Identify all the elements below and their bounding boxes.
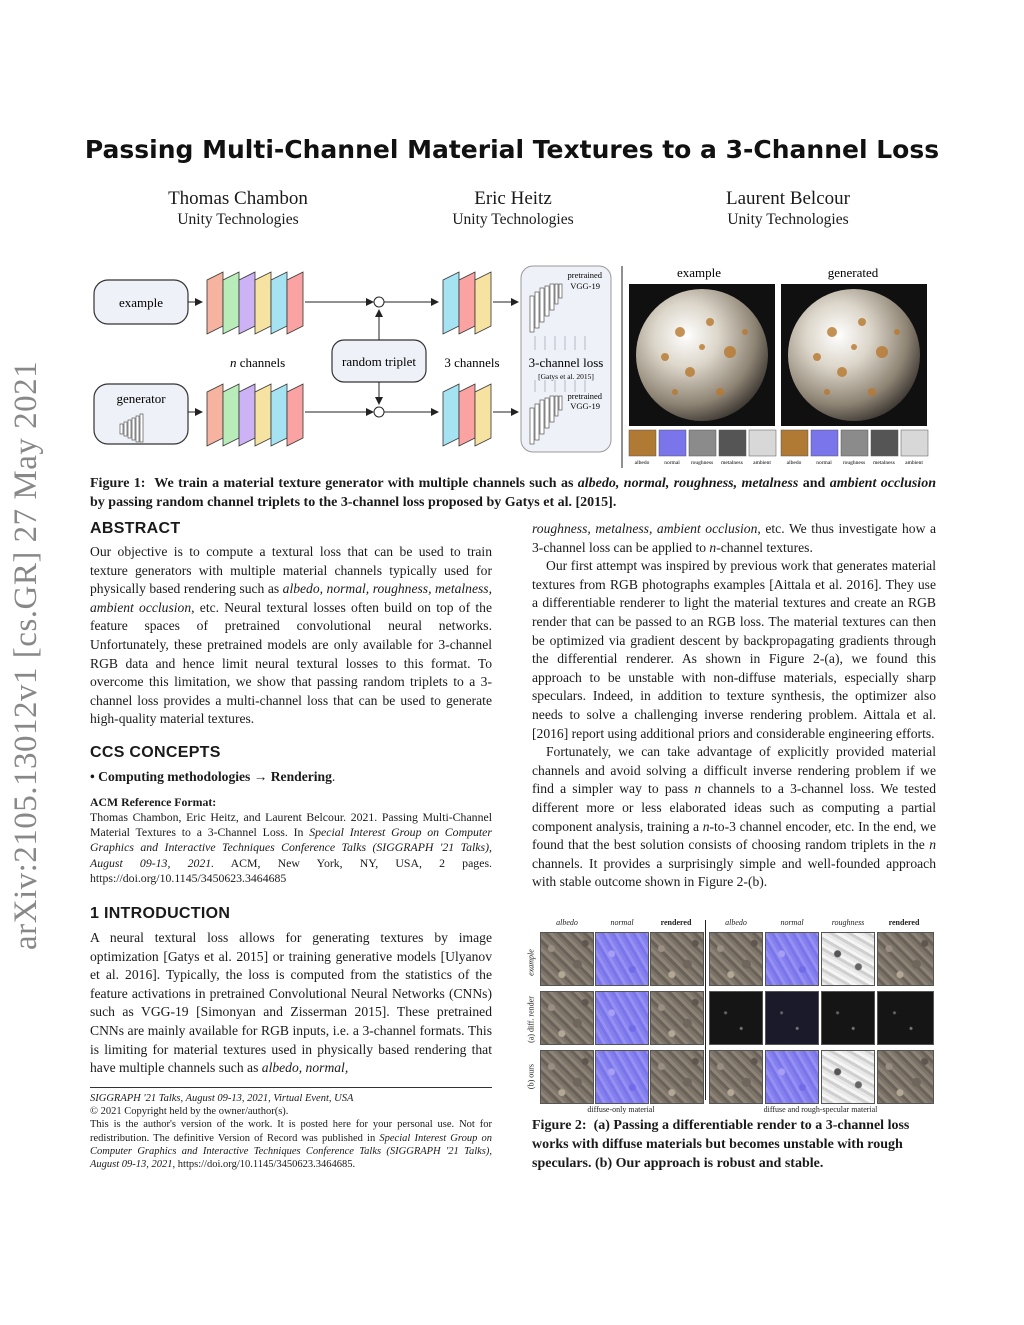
- generated-render-label: generated: [827, 265, 879, 280]
- map-labels: [635, 460, 924, 466]
- example-maps: [629, 430, 776, 456]
- texture-tile: [877, 991, 934, 1045]
- texture-tile: [650, 991, 704, 1045]
- author-3: [658, 188, 918, 230]
- row-label: example: [526, 949, 536, 976]
- ccs-item: • Computing methodologies → Rendering.: [90, 769, 336, 784]
- author-1: [108, 188, 368, 230]
- texture-tile: [595, 991, 649, 1045]
- author-affiliation: Unity Technologies: [452, 211, 574, 228]
- texture-tile: [821, 932, 875, 986]
- intro-heading: 1 INTRODUCTION: [90, 905, 231, 922]
- texture-tile: [595, 1050, 649, 1104]
- vgg-top-label: VGG-19: [570, 281, 600, 291]
- n-channel-stack-top: [207, 272, 303, 334]
- texture-tile: [540, 932, 594, 986]
- three-channel-stack-top: [443, 272, 491, 334]
- acm-reference: Thomas Chambon, Eric Heitz, and Laurent Belcour. 2021. Passing Multi-Channel Material Textures to a 3-Channel Loss. In Special Interest Group on Computer Graphics and Interactive Techniques Conference Talks (SIGGRAPH '21 Talks), August 09-13, 2021. ACM, New York, NY, USA, 2 pages. https://doi.org/10.1145/3450623.3464685: [90, 810, 492, 885]
- svg-text:roughness: roughness: [842, 460, 866, 466]
- generator-box-label: generator: [116, 391, 166, 406]
- texture-tile: [650, 932, 704, 986]
- author-name: Eric Heitz: [474, 188, 552, 209]
- texture-tile: [821, 991, 875, 1045]
- n-channels-label: n channels: [230, 355, 286, 370]
- col-header: albedo: [556, 918, 578, 927]
- random-triplet-label: random triplet: [341, 354, 417, 369]
- example-render-label: example: [676, 265, 722, 280]
- texture-tile: [540, 991, 594, 1045]
- author-name: Laurent Belcour: [726, 188, 850, 209]
- author-affiliation: Unity Technologies: [727, 211, 849, 228]
- figure-2-caption: Figure 2: (a) Passing a differentiable render to a 3-channel loss works with diffuse materials but becomes unstable with rough speculars. (b) Our approach is robust and stable.: [532, 1118, 910, 1171]
- footnote: SIGGRAPH '21 Talks, August 09-13, 2021, Virtual Event, USA © 2021 Copyright held by the owner/author(s). This is the author's version of the work. It is posted here for your personal use. Not for redistribution. The definitive Version of Record was published in Special Interest Group on Computer Graphics and Interactive Techniques Conference Talks (SIGGRAPH '21 Talks), August 09-13, 2021, https://doi.org/10.1145/3450623.3464685.: [90, 1093, 492, 1171]
- svg-text:metalness: metalness: [721, 460, 743, 466]
- paper-title: Passing Multi-Channel Material Textures to a 3-Channel Loss: [84, 135, 940, 164]
- figure-1-caption: Figure 1: We train a material texture generator with multiple channels such as albedo, normal, roughness, metalness and ambient occlusion by passing random channel triplets to the 3-channel loss proposed by Gatys et al. [2015].: [90, 476, 936, 510]
- texture-tile: [709, 932, 763, 986]
- abstract-heading: ABSTRACT: [90, 520, 181, 537]
- texture-tile: [877, 1050, 934, 1104]
- svg-text:roughness: roughness: [690, 460, 714, 466]
- junction-bottom: [374, 407, 384, 417]
- svg-text:ambient: ambient: [905, 460, 923, 466]
- abstract-text: Our objective is to compute a textural loss that can be used to train texture generators with multiple material channels typically used for physically based rendering such as albedo, normal, roughness, metalness, ambient occlusion, etc. Neural textural losses often build on top of the feature spaces of pretrained convolutional neural networks. Unfortunately, these pretrained models are only available for 3-channel RGB data and hence limit neural textural losses to this format. To overcome this limitation, we show that passing random triplets to a 3-channel loss provides a multi-channel loss that can be used to generate high-quality material textures.: [90, 544, 492, 727]
- svg-text:albedo: albedo: [786, 460, 802, 466]
- pretrained-bottom-label: pretrained: [567, 391, 602, 401]
- svg-text:normal: normal: [816, 460, 832, 466]
- texture-tile: [709, 991, 763, 1045]
- intro-text: A neural textural loss allows for generating textures by image optimization [Gatys et al. 2015] or training generative models [Ulyanov et al. 2016]. Typically, the loss is computed from the statistics of the feature activations in pretrained Convolutional Neural Networks (CNNs) such as VGG-19 [Simonyan and Zisserman 2015]. These pretrained CNNs are mainly available for RGB inputs, i.e. a 3-channel formats. This is limiting for material textures used in physically based rendering that have multiple channels such as albedo, normal,: [90, 930, 492, 1076]
- fig2-footer-right: diffuse and rough-specular material: [763, 1105, 878, 1114]
- col-header: normal: [610, 918, 634, 927]
- col-header: albedo: [725, 918, 747, 927]
- texture-tile: [650, 1050, 704, 1104]
- vgg-bottom-label: VGG-19: [570, 401, 600, 411]
- texture-tile: [821, 1050, 875, 1104]
- ccs-heading: CCS CONCEPTS: [90, 744, 221, 761]
- figure-1: [90, 262, 936, 470]
- texture-tile: [709, 1050, 763, 1104]
- texture-tile: [877, 932, 934, 986]
- author-2: [383, 188, 643, 230]
- col-header: roughness: [831, 918, 865, 927]
- texture-tile: [765, 932, 819, 986]
- acm-heading: ACM Reference Format:: [90, 795, 217, 809]
- three-channels-label: 3 channels: [444, 355, 500, 370]
- right-column-text: roughness, metalness, ambient occlusion, etc. We thus investigate how a 3-channel loss can be applied to n-channel textures. Our first attempt was inspired by previous work that generates material textures from RGB photographs examples [Aittala et al. 2016]. They use a differentiable renderer to light the material textures and create an RGB render that can be passed to an RGB loss. The material textures can then be optimized via gradient descent by backpropagating gradients through the differential renderer. As shown in Figure 2-(a), we found this approach to be unstable with non-diffuse materials, especially sharp speculars. Indeed, in addition to texture synthesis, the optimizer also needs to solve a challenging inverse rendering problem. Aittala et al. [2016] report using additional priors and considerable engineering efforts. Fortunately, we can take advantage of explicitly provided material channels and avoid solving a difficult inverse rendering problem if we find a simpler way to pass n channels to a 3-channel loss. We tested different more or less elaborated ideas such as computing a partial component analysis, training a n-to-3 channel encoder, etc. In the end, we found that the best solution consists of choosing random triplets in the n channels. It provides a surprisingly simple and well-founded approach with stable outcome shown in Figure 2-(b).: [532, 521, 936, 890]
- texture-tile: [765, 991, 819, 1045]
- loss-citation: [Gatys et al. 2015]: [538, 372, 594, 381]
- fig2-footer-left: diffuse-only material: [587, 1105, 655, 1114]
- row-label: (a) diff. render: [526, 996, 536, 1043]
- texture-tile: [540, 1050, 594, 1104]
- author-affiliation: Unity Technologies: [177, 211, 299, 228]
- texture-tile: [595, 932, 649, 986]
- pretrained-top-label: pretrained: [567, 270, 602, 280]
- svg-text:albedo: albedo: [634, 460, 650, 466]
- arxiv-stamp: arXiv:2105.13012v1 [cs.GR] 27 May 2021: [8, 360, 44, 950]
- example-box-label: example: [118, 295, 164, 310]
- svg-text:ambient: ambient: [753, 460, 771, 466]
- n-channel-stack-bottom: [207, 384, 303, 446]
- svg-text:metalness: metalness: [873, 460, 895, 466]
- author-name: Thomas Chambon: [168, 188, 308, 209]
- figure-2: [522, 918, 936, 1116]
- loss-label: 3-channel loss: [528, 355, 604, 370]
- generated-maps: [781, 430, 928, 456]
- junction-top: [374, 297, 384, 307]
- row-label: (b) ours: [526, 1063, 536, 1090]
- svg-text:normal: normal: [664, 460, 680, 466]
- footnote-rule: [90, 1087, 492, 1088]
- col-header: rendered: [888, 918, 920, 927]
- texture-tile: [765, 1050, 819, 1104]
- col-header: normal: [780, 918, 804, 927]
- three-channel-stack-bottom: [443, 384, 491, 446]
- col-header: rendered: [660, 918, 692, 927]
